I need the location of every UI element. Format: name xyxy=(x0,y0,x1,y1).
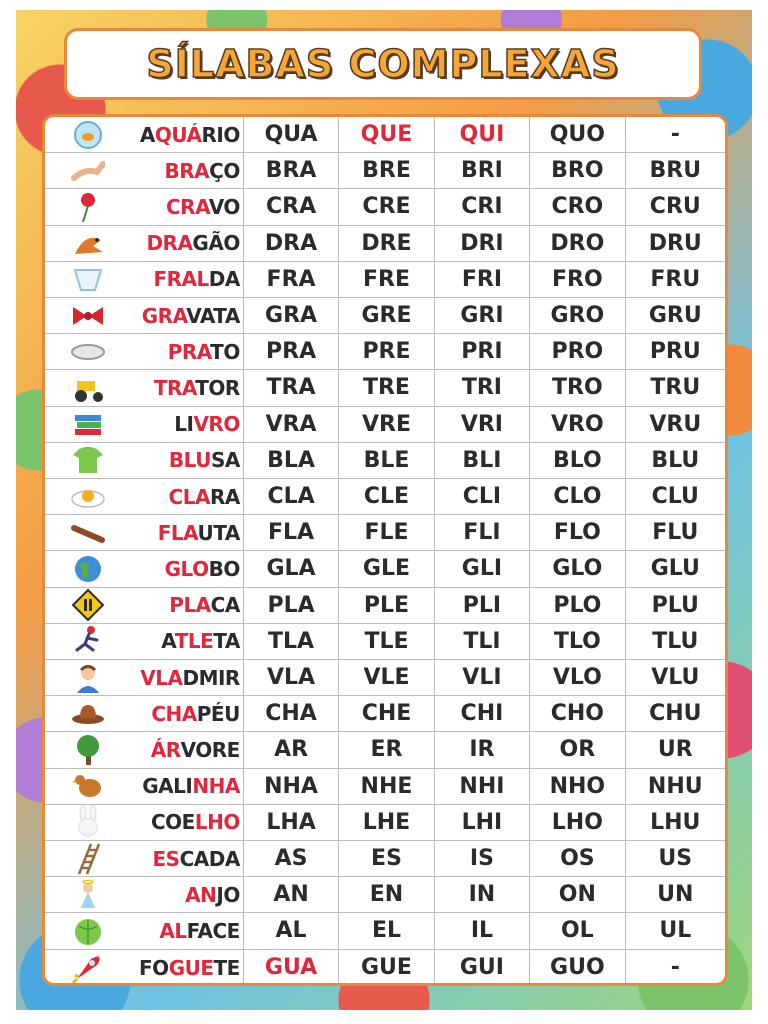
syllable-cell: GRA xyxy=(244,298,339,333)
word-cell xyxy=(45,877,244,912)
syllable-cell: DRU xyxy=(648,230,702,256)
syllable-cell: GUE xyxy=(339,950,434,986)
syllable-cell: AN xyxy=(244,877,339,912)
syllable-cell: LHU xyxy=(650,809,701,835)
example-word: GRAVATA xyxy=(141,303,240,328)
man-icon xyxy=(45,661,131,695)
syllable-cell: GRI xyxy=(435,298,530,333)
word-cell xyxy=(45,950,244,986)
diaper-icon xyxy=(45,262,131,296)
syllable-cell: CHA xyxy=(244,696,339,731)
syllable-cell: CRO xyxy=(530,189,625,224)
example-word: BRAÇO xyxy=(164,158,240,183)
syllable-cell: EL xyxy=(339,913,434,948)
syllable-cell: ES xyxy=(339,841,434,876)
syllable-cell: PRU xyxy=(649,339,701,365)
syllable-cell: FRE xyxy=(339,262,434,297)
syllable-cell: CHU xyxy=(649,701,702,727)
word-cell xyxy=(45,660,244,695)
syllable-cell: AR xyxy=(244,732,339,767)
syllable-cell: BLA xyxy=(244,443,339,478)
page-title: SÍLABAS COMPLEXAS xyxy=(146,42,620,86)
word-cell xyxy=(45,262,244,297)
word-cell xyxy=(45,153,244,188)
syllable-cell: FLA xyxy=(244,515,339,550)
table-row xyxy=(45,407,725,443)
globe-icon xyxy=(45,552,131,586)
syllable-cell: AL xyxy=(244,913,339,948)
word-cell xyxy=(45,334,244,369)
syllable-cell: QUO xyxy=(530,117,625,152)
angel-icon xyxy=(45,878,131,912)
word-cell xyxy=(45,841,244,876)
shirt-icon xyxy=(45,443,131,477)
syllable-cell: BRO xyxy=(530,153,625,188)
syllable-table xyxy=(42,114,728,986)
syllable-cell: QUA xyxy=(244,117,339,152)
syllable-cell: IR xyxy=(435,732,530,767)
carnation-icon xyxy=(45,190,131,224)
example-word: AQUÁRIO xyxy=(139,122,240,147)
example-word: CHAPÉU xyxy=(151,701,240,726)
table-row xyxy=(45,551,725,587)
word-cell xyxy=(45,805,244,840)
example-word: ESCADA xyxy=(152,846,240,871)
word-cell xyxy=(45,189,244,224)
fishbowl-icon xyxy=(45,118,131,152)
rabbit-icon xyxy=(45,805,131,839)
syllable-cell: NHA xyxy=(244,769,339,804)
tree-icon xyxy=(45,733,131,767)
word-cell xyxy=(45,515,244,550)
syllable-cell: TLO xyxy=(530,624,625,659)
example-word: CLARA xyxy=(168,484,240,509)
table-row xyxy=(45,805,725,841)
word-cell xyxy=(45,732,244,767)
syllable-cell: TRO xyxy=(530,370,625,405)
syllable-cell: FLO xyxy=(530,515,625,550)
syllable-cell: CHO xyxy=(530,696,625,731)
syllable-cell: GRE xyxy=(339,298,434,333)
word-cell xyxy=(45,370,244,405)
runner-icon xyxy=(45,624,131,658)
table-row xyxy=(45,226,725,262)
syllable-cell: PRO xyxy=(530,334,625,369)
syllable-cell: TLU xyxy=(652,628,699,654)
syllable-cell: VRE xyxy=(339,407,434,442)
syllable-cell: CHE xyxy=(339,696,434,731)
syllable-cell: DRI xyxy=(435,226,530,261)
syllable-cell: LHI xyxy=(435,805,530,840)
syllable-cell: DRE xyxy=(339,226,434,261)
syllable-cell: FLE xyxy=(339,515,434,550)
table-row xyxy=(45,298,725,334)
syllable-cell: VLI xyxy=(435,660,530,695)
syllable-cell: TRA xyxy=(244,370,339,405)
plate-icon xyxy=(45,335,131,369)
syllable-cell: FRU xyxy=(650,266,701,292)
table-row xyxy=(45,479,725,515)
syllable-cell: BRA xyxy=(244,153,339,188)
table-row xyxy=(45,841,725,877)
syllable-cell: FLU xyxy=(652,520,699,546)
example-word: ALFACE xyxy=(159,918,240,943)
syllable-cell: UR xyxy=(657,737,693,763)
syllable-cell: NHO xyxy=(530,769,625,804)
syllable-cell: BLU xyxy=(651,447,700,473)
syllable-cell: TLI xyxy=(435,624,530,659)
syllable-cell: DRA xyxy=(244,226,339,261)
table-row xyxy=(45,769,725,805)
syllable-cell: TRI xyxy=(435,370,530,405)
word-cell xyxy=(45,298,244,333)
table-row xyxy=(45,913,725,949)
syllable-cell: CLA xyxy=(244,479,339,514)
title-banner xyxy=(64,28,702,100)
example-word: GALINHA xyxy=(142,774,240,799)
syllable-cell: PLA xyxy=(244,588,339,623)
syllable-cell: BRU xyxy=(649,158,702,184)
syllable-cell: UN xyxy=(657,882,694,908)
syllable-cell: NHU xyxy=(647,773,703,799)
word-cell xyxy=(45,551,244,586)
table-row xyxy=(45,732,725,768)
syllable-cell: PRA xyxy=(244,334,339,369)
word-cell xyxy=(45,226,244,261)
word-cell xyxy=(45,696,244,731)
syllable-cell: TRE xyxy=(339,370,434,405)
syllable-cell: NHE xyxy=(339,769,434,804)
syllable-cell: UL xyxy=(659,918,692,944)
syllable-cell: GUI xyxy=(435,950,530,986)
syllable-cell: OS xyxy=(530,841,625,876)
syllable-cell: CLU xyxy=(651,484,699,510)
syllable-cell: VRI xyxy=(435,407,530,442)
fried-egg-icon xyxy=(45,480,131,514)
syllable-cell: VRU xyxy=(649,411,702,437)
syllable-cell: LHO xyxy=(530,805,625,840)
syllable-cell: GRU xyxy=(648,303,702,329)
syllable-cell: PLO xyxy=(530,588,625,623)
table-row xyxy=(45,262,725,298)
syllable-cell: OL xyxy=(530,913,625,948)
syllable-cell: VLA xyxy=(244,660,339,695)
syllable-cell: PRE xyxy=(339,334,434,369)
flute-icon xyxy=(45,516,131,550)
syllable-cell: QUE xyxy=(339,117,434,152)
example-word: TRATOR xyxy=(153,375,240,400)
table-row xyxy=(45,189,725,225)
table-row xyxy=(45,696,725,732)
table-row xyxy=(45,117,725,153)
word-cell xyxy=(45,769,244,804)
table-row xyxy=(45,624,725,660)
syllable-cell: VRO xyxy=(530,407,625,442)
syllable-cell: PRI xyxy=(435,334,530,369)
word-cell xyxy=(45,117,244,152)
syllable-cell: EN xyxy=(339,877,434,912)
road-sign-icon xyxy=(45,588,131,622)
syllable-cell: TRU xyxy=(650,375,701,401)
syllable-cell: FRO xyxy=(530,262,625,297)
syllable-cell: CLE xyxy=(339,479,434,514)
syllable-cell: VLO xyxy=(530,660,625,695)
arm-icon xyxy=(45,154,131,188)
dragon-icon xyxy=(45,226,131,260)
syllable-cell: BRI xyxy=(435,153,530,188)
syllable-cell: FRI xyxy=(435,262,530,297)
syllable-cell: CRU xyxy=(649,194,701,220)
syllable-cell: PLI xyxy=(435,588,530,623)
syllable-cell: GLA xyxy=(244,551,339,586)
word-cell xyxy=(45,624,244,659)
bowtie-icon xyxy=(45,299,131,333)
tractor-icon xyxy=(45,371,131,405)
syllable-cell: TLE xyxy=(339,624,434,659)
syllable-cell: CHI xyxy=(435,696,530,731)
syllable-cell: BLO xyxy=(530,443,625,478)
syllable-cell: CRI xyxy=(435,189,530,224)
syllable-cell: GUO xyxy=(530,950,625,986)
example-word: CRAVO xyxy=(165,194,240,219)
syllable-cell: AS xyxy=(244,841,339,876)
word-cell xyxy=(45,913,244,948)
word-cell xyxy=(45,407,244,442)
syllable-cell: GLI xyxy=(435,551,530,586)
lettuce-icon xyxy=(45,914,131,948)
syllable-cell: - xyxy=(670,955,680,981)
example-word: LIVRO xyxy=(174,412,240,437)
syllable-cell: LHE xyxy=(339,805,434,840)
syllable-cell: BLI xyxy=(435,443,530,478)
syllable-cell: US xyxy=(658,846,693,872)
syllable-cell: DRO xyxy=(530,226,625,261)
syllable-cell: OR xyxy=(530,732,625,767)
hen-icon xyxy=(45,769,131,803)
books-icon xyxy=(45,407,131,441)
example-word: PLACA xyxy=(169,593,240,618)
example-word: ÁRVORE xyxy=(150,737,240,762)
table-row xyxy=(45,334,725,370)
table-row xyxy=(45,877,725,913)
word-cell xyxy=(45,443,244,478)
table-row xyxy=(45,950,725,986)
table-row xyxy=(45,660,725,696)
syllable-cell: LHA xyxy=(244,805,339,840)
syllable-cell: ON xyxy=(530,877,625,912)
word-cell xyxy=(45,479,244,514)
syllable-cell: BLE xyxy=(339,443,434,478)
syllable-cell: GLO xyxy=(530,551,625,586)
syllable-cell: PLE xyxy=(339,588,434,623)
syllable-cell: FLI xyxy=(435,515,530,550)
word-cell xyxy=(45,588,244,623)
syllable-cell: VLE xyxy=(339,660,434,695)
syllable-cell: ER xyxy=(339,732,434,767)
example-word: FLAUTA xyxy=(157,520,240,545)
hat-icon xyxy=(45,697,131,731)
table-row xyxy=(45,370,725,406)
syllable-cell: IS xyxy=(435,841,530,876)
syllable-cell: FRA xyxy=(244,262,339,297)
syllable-cell: GUA xyxy=(244,950,339,986)
example-word: FRALDA xyxy=(153,267,240,292)
syllable-cell: GLU xyxy=(650,556,700,582)
example-word: BLUSA xyxy=(168,448,240,473)
syllable-cell: QUI xyxy=(435,117,530,152)
syllable-cell: NHI xyxy=(435,769,530,804)
syllable-cell: CRA xyxy=(244,189,339,224)
syllable-cell: BRE xyxy=(339,153,434,188)
example-word: PRATO xyxy=(167,339,240,364)
syllable-cell: TLA xyxy=(244,624,339,659)
syllable-cell: IN xyxy=(435,877,530,912)
example-word: VLADMIR xyxy=(140,665,240,690)
example-word: DRAGÃO xyxy=(146,231,240,256)
colorful-background xyxy=(16,10,752,1010)
syllable-cell: CLI xyxy=(435,479,530,514)
table-row xyxy=(45,588,725,624)
table-row xyxy=(45,153,725,189)
example-word: FOGUETE xyxy=(139,955,240,980)
syllable-cell: VLU xyxy=(651,665,700,691)
table-row xyxy=(45,443,725,479)
example-word: ANJO xyxy=(185,882,240,907)
syllable-cell: VRA xyxy=(244,407,339,442)
syllable-cell: IL xyxy=(435,913,530,948)
table-row xyxy=(45,515,725,551)
syllable-cell: GRO xyxy=(530,298,625,333)
syllable-cell: GLE xyxy=(339,551,434,586)
syllable-cell: PLU xyxy=(651,592,699,618)
syllable-cell: CRE xyxy=(339,189,434,224)
syllable-cell: - xyxy=(670,122,680,148)
ladder-icon xyxy=(45,842,131,876)
example-word: GLOBO xyxy=(164,556,240,581)
example-word: ATLETA xyxy=(161,629,240,654)
example-word: COELHO xyxy=(151,810,240,835)
syllable-cell: CLO xyxy=(530,479,625,514)
rocket-icon xyxy=(45,951,131,985)
